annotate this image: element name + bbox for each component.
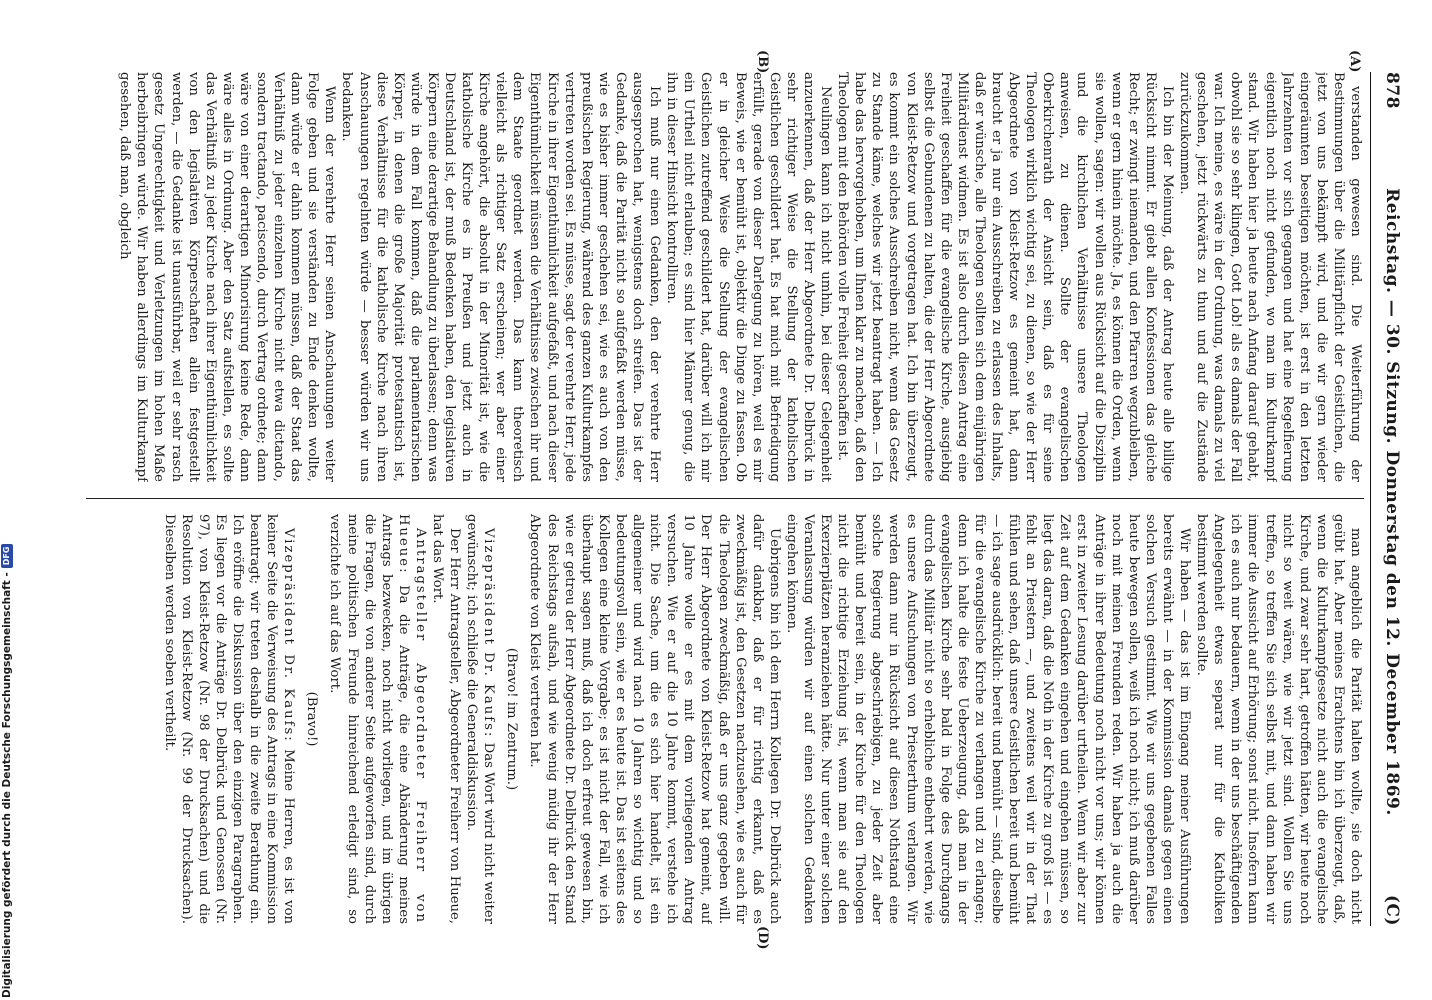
paragraph: Wir haben — das ist im Eingang meiner Ausführungen bereits erwähnt — in der Kommission damals gegen einen solchen Versuch gestimmt. Wie wir uns gegebenen Falles heute bewegen sollen, weiß ich noch nicht; ich muß darüber noch mit meinen Freunden reden. Wir haben ja auch die Anträge in ihrer Bedeutung noch nicht vor uns; wir können erst in zweiter Lesung darüber urtheilen. Wenn wir aber zur Zeit auf dem Gedanken eingehen und eingehen müssen, so liegt das daran, daß die Noth in der Kirche zu groß ist — es fehlt an Priestern —, und zweitens weil wir in der That fühlen und sehen, daß unsere Geistlichen bereit und bemüht — ich sage ausdrücklich: bereit und bemüht — sind, dieselbe für die evangelische Kirche zu verlangen und zu erlangen; denn ich halte die feste Ueberzeugung, daß man in der evangelischen Kirche sehr bald in Folge des Durchgangs durch das Militär nicht so erhebliche entbehrt werden, wie es unsere Aufsuchungen von Priesterthum verlangen. Wir werden dann nur in Rücksicht auf diesen Nothstand eine solche Regierung abgeschriebigen, zu jeder Zeit aber bemüht und bereit sein, in der Kirche für den Theologen nicht die richtige Erziehung ist, wenn man sie auf den Exerzierplätzen heranziehen hätte. Nur unter einer solchen Veranlassung würden wir auf einen solchen Gedanken eingehen können. <box>783 514 1193 924</box>
footer-credit-text-rotated <box>0 546 14 998</box>
speaker-paragraph <box>161 514 298 924</box>
paragraph: verstanden gewesen sind. Die Weiterführung der Bestimmungen über die Militärpflicht der Geistlichen, die jetzt von uns bekämpft wird, und die wir gern wieder eingeräumten beseitigen möchten, ist erst in den letzten Jahrzehnten vor sich gegangen und hat eine Regelfierung eigentlich noch nicht gefunden, wo man im Kulturkampf stand. Wir haben hier ja heute nach Anfang darauf gehabt, obwohl sie so sehr klingen, Gott Lob! als es damals der Fall war. Ich meine, es wäre in der Ordnung, was damals zu viel geschehen, jetzt rückwärts zu thun und auf die Zustände zurückzukommen. <box>1177 72 1363 482</box>
margin-mark-a: (A) <box>1347 50 1362 73</box>
page-title: Reichstag. — 30. Sitzung. Donnerstag den 12. December 1869. <box>1382 188 1402 816</box>
paragraph: Ich muß nur einen Gedanken, den der verehrte Herr ausgesprochen hat, wenigstens doch streifen. Das ist der Gedanke, daß die Parität nicht so aufgefaßt werden müsse, wie es bisher immer geschehen sei, wie es auch von den preußischen Regierung, während des ganzen Kulturkampfes vertreten worden sei. Es müsse, sagt der verehrte Herr, jede Kirche in ihrer Eigenthümlichkeit aufgefaßt, und nach dieser Eigenthümlichkeit müssen die Verhältnisse zwischen ihr und dem Staate geordnet werden. Das kann theoretisch vielleicht als richtiger Satz erscheinen; wer aber einer Kirche angehört, die absolut in der Minorität ist, wie die katholische Kirche es in Preußen und jetzt auch in Deutschland ist, der muß Bedenken haben, den legislativen Körpern eine derartige Behandlung zu überlassen; denn was würde in dem Fall kommen, daß die parlamentarischen Körper, in denen die große Majorität protestantisch ist, diese Verhältnisse für die katholische Kirche nach ihren Anschauungen regelnten würde — besser würden wir uns bedanken. <box>339 72 663 482</box>
dfg-logo: DFG <box>1 544 13 569</box>
speaker-name: Vizepräsident Dr. Kaufs: <box>481 528 497 739</box>
right-column <box>86 514 1364 924</box>
paragraph: man angeblich die Parität halten wollte, sie doch nicht geübt hat. Aber meines Erachtens bin ich überzeugt, daß, wenn die Kulturkampfgesetze nicht auch die evangelische Kirche, und zwar sehr hart, getroffen hätten, wir heute noch nicht so weit wären, wie wir jetzt sind. Wollen Sie uns treffen, so treffen Sie sich selbst mit, und dann haben wir immer die Aussicht auf Erhörung; sonst nicht. Insofern kann ich es auch nur bedauern, wenn in der uns beschäftigenden Angelegenheit etwas separat nur für die Katholiken bestimmt werden sollte. <box>1194 514 1363 924</box>
applause-note: (Bravo! im Zentrum.) <box>504 647 520 791</box>
speaker-paragraph <box>326 514 429 924</box>
speaker-paragraph <box>463 514 497 924</box>
scanned-page <box>76 42 1410 956</box>
column-divider <box>86 498 1364 499</box>
paragraph: Der Herr Antragsteller, Abgeordneter Freiherr von Hueue, hat das Wort. <box>430 514 463 924</box>
margin-mark-b: (B) <box>755 50 770 74</box>
paragraph: Uebrigens bin ich dem Herrn Kollegen Dr. Delbrück auch dafür dankbar, daß er für richtig erkannt, daß es zweckmäßig ist, den Gesetzen nachzusehen, wie es auch für die Theologen zweckmäßig, daß er uns ganz gegeben will. Der Herr Abgeordnete von Kleist-Retzow hat gemeint, auf 10 Jahre wolle er es mit dem vorliegenden Antrag versuchen. Wie er auf die 10 Jahre kommt, verstehe ich nicht. Die Sache, um die es sich hier handelt, ist ein allgemeiner und wird nach 10 Jahren so wichtig und so bedeutungsvoll sein, wie er es heute ist. Das ist seitens des Kollegen eine kleine Vorgabe; es ist nicht der Fall, wie ich überhaupt sagen muß, daß ich doch erfreut gewesen bin, wie er getreu der Herr Abgeordnete Dr. Delbrück den Stand des Reichstags aufsah, und wie wenig müdig ihr der Herr Abgeordnete von Kleist vertreten hat. <box>527 514 782 924</box>
page-number: 878 <box>1382 72 1402 109</box>
margin-mark-d: (D) <box>755 926 770 950</box>
footer-text: Digitalisierung gefördert durch die Deutsche Forschungsgemeinschaft - <box>1 572 13 998</box>
page-header <box>1376 72 1402 926</box>
footer-credit <box>0 546 14 998</box>
rotated-page-content <box>76 42 1410 956</box>
speaker-text: Da die Anträge, die eine Abänderung meines Antrags bezwecken, noch nicht vorliegen, und im übrigen die Fragen, die von anderer Seite aufgeworfen sind, durch meine politischen Freunde hinreichend erledigt sind, so verzichte ich auf das Wort. <box>327 514 411 924</box>
speaker-name: Vizepräsident Dr. Kaufs: <box>281 528 297 743</box>
paragraph: Ich bin der Meinung, daß der Antrag heute alle billige Rücksicht nimmt. Er giebt allen Konfessionen das gleiche Recht; er zwingt niemanden, und den Pfarren wegzubleiben, wenn er gern hinein möchte. Ja, es können die Orden, wenn sie wollen, sagen: wir wollen aus Rücksicht auf die Disziplin und die kirchlichen Verhältnisse unsere Theologen anweisen, zu dienen. Sollte der evangelischen Oberkirchenrath der Ansicht sein, daß es für seine Theologen wirklich wichtig sei, zu dienen, so wie der Herr Abgeordnete von Kleist-Retzow es gemeint hat, dann braucht er ja nur ein Ausschreiben zu erlassen des Inhalts, daß er wünsche, alle Theologen sollten sich dem einjährigen Militärdienst widmen. Es ist also durch diesen Antrag eine Freiheit geschaffen für die evangelische Kirche, ausgiebig selbst die Gebundenen zu halten, die der Herr Abgeordnete von Kleist-Retzow und vorgetragen hat. Ich bin überzeugt, es kommt ein solches Ausschreiben nicht, wenn das Gesetz zu Stande käme, welches wir jetzt beantragt haben. — Ich habe das hervorgehoben, um Ihnen klar zu machen, daß den Theologen mit den Behörden volle Freiheit geschaffen ist. <box>835 72 1175 482</box>
applause-note: (Bravo!) <box>304 691 320 747</box>
paragraph: Wenn der verehrte Herr seinen Anschauungen weiter Folge geben und sie verständen zu Ende denken wollte, dann würde er dahin kommen müssen, daß der Staat das Verhältniß zu jeder einzelnen Kirche nicht etwa dictando, sondern tractando, paciscendo, durch Vertrag ordnete; dann wäre von einer derartigen Minorisirung keine Rede, dann wäre alles in Ordnung. Aber den Satz aufstellen, es sollte das Verhältniß zu jeder Kirche nach ihrer Eigenthümlichkeit von den legislativen Körperschaften allein festgestellt werden, — die Gedanke ist unausführbar, weil er sehr rasch gesetz Ungerechtigkeit und Verletzungen im hohen Maße herbeibringen würde. Wir haben allerdings im Kulturkampf gesehen, daß man, obgleich <box>117 72 338 482</box>
speaker-name: Antragsteller Abgeordneter Freiherr von Hueue: <box>395 514 428 924</box>
header-rule <box>1370 72 1371 926</box>
left-column <box>86 72 1364 482</box>
speaker-text: Das Wort wird nicht weiter gewünscht; ich schließe die Generaldiskussion. <box>464 514 497 924</box>
paragraph: Neulingen kann ich nicht umhin, bei dieser Gelegenheit anzuerkennen, daß der Herr Abgeordnete Dr. Delbrück in sehr richtiger Weise die Stellung der katholischen Geistlichen geschildert hat. Es hat mich mit Befriedigung erfüllt, gerade von dieser Darlegung zu hören, weil es mir Beweis, wie er bemüht ist, objektiv die Dinge zu fassen. Ob er in gleicher Weise die Stellung der evangelischen Geistlichen zutreffend geschildert hat, darüber will ich mir ein Urtheil nicht erlauben; es sind hier Männer genug, die ihn in dieser Hinsicht kontrolliren. <box>664 72 834 482</box>
speaker-text: Meine Herren, es ist von keiner Seite die Verweisung des Antrags in eine Kommission beantragt; wir treten deshalb in die zweite Berathung ein. Ich eröffne die Diskussion über den einzigen Paragraphen. Es liegen vor die Anträge Dr. Delbrück und Genossen (Nr. 97), von Kleist-Retzow (Nr. 98 der Drucksachen) und die Resolution von Kleist-Retzow (Nr. 99 der Drucksachen). Dieselben werden soeben vertheilt. <box>161 514 297 924</box>
margin-mark-c: (C) <box>1382 894 1402 926</box>
